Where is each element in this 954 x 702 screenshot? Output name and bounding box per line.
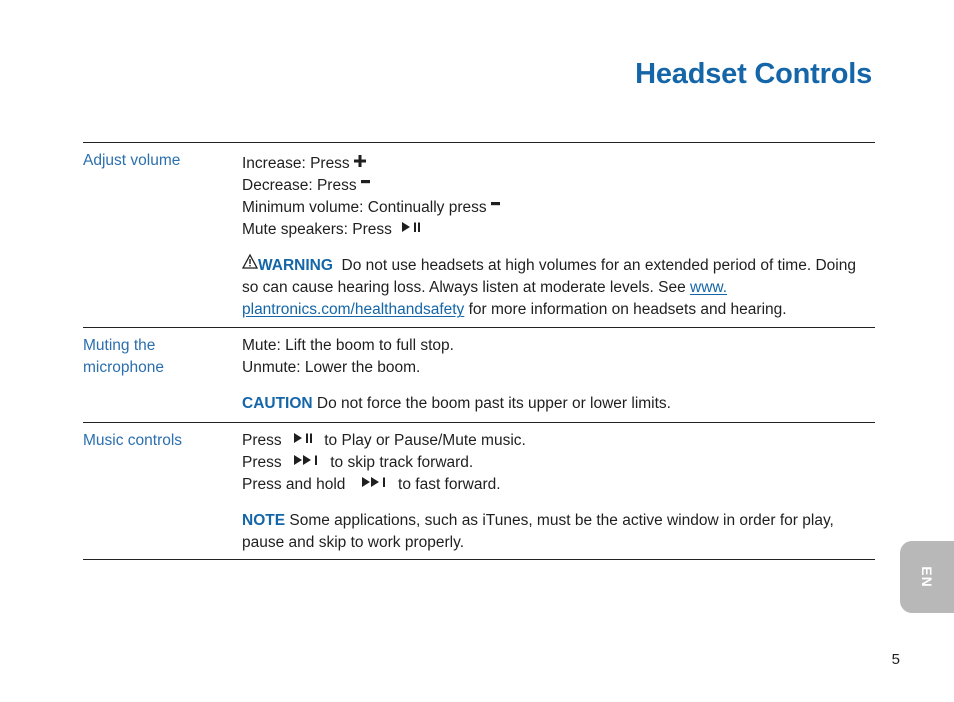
note-paragraph xyxy=(242,510,862,554)
music-skip-line xyxy=(242,452,862,474)
increase-text: : Press xyxy=(301,155,350,173)
decrease-line xyxy=(242,175,862,197)
decrease-term: Decrease xyxy=(242,177,309,195)
language-tab xyxy=(900,541,954,613)
row-muting-microphone xyxy=(83,327,875,422)
mute-term: Mute xyxy=(242,337,277,354)
mute-speakers-line xyxy=(242,219,862,241)
increase-term: Increase xyxy=(242,155,302,173)
music-line-1-post: to Play or Pause/Mute music. xyxy=(324,432,526,450)
note-text: Some applications, such as iTunes, must be the active window in order for play, pause and skip to work properly. xyxy=(242,512,834,552)
plus-icon xyxy=(354,152,366,174)
skip-forward-icon xyxy=(362,473,388,495)
play-pause-icon xyxy=(402,218,422,240)
caution-text: Do not force the boom past its upper or lower limits. xyxy=(316,395,671,412)
row-music-controls xyxy=(83,422,875,559)
music-line-2-pre: Press xyxy=(242,454,282,472)
page-number: 5 xyxy=(891,651,900,668)
decrease-text: : Press xyxy=(308,177,357,195)
row-label-music-controls: Music controls xyxy=(83,432,183,449)
health-safety-link-part-1[interactable]: www. xyxy=(690,279,728,297)
warning-paragraph xyxy=(242,255,862,321)
music-line-3-post: to fast forward. xyxy=(398,476,501,494)
minimum-volume-term: Minimum volume xyxy=(242,199,360,217)
increase-line xyxy=(242,153,862,175)
skip-forward-icon xyxy=(294,451,320,473)
row-label-muting-line-1: Muting the xyxy=(83,337,156,354)
note-label: NOTE xyxy=(242,512,286,530)
play-pause-icon xyxy=(294,429,314,451)
row-adjust-volume xyxy=(83,143,875,327)
language-tab-label: EN xyxy=(919,566,935,588)
minus-icon xyxy=(361,174,370,196)
warning-label: WARNING xyxy=(258,257,333,275)
minimum-volume-line xyxy=(242,197,862,219)
music-line-1-pre: Press xyxy=(242,432,282,450)
music-line-2-post: to skip track forward. xyxy=(330,454,474,472)
row-label-adjust-volume: Adjust volume xyxy=(83,152,181,169)
row-label-muting-microphone xyxy=(83,335,223,379)
mute-line xyxy=(242,335,862,357)
caution-line xyxy=(242,393,862,415)
row-body-music-controls xyxy=(242,423,862,554)
caution-label: CAUTION xyxy=(242,395,313,412)
warning-text-end: for more information on headsets and hearing. xyxy=(468,301,787,319)
music-play-pause-line xyxy=(242,430,862,452)
page-title: Headset Controls xyxy=(635,58,872,90)
minimum-volume-text: : Continually press xyxy=(359,199,487,217)
music-fast-forward-line xyxy=(242,474,862,496)
music-line-3-pre: Press and hold xyxy=(242,476,346,494)
row-label-muting-line-2: microphone xyxy=(83,359,164,376)
mute-text: : Lift the boom to full stop. xyxy=(276,337,454,354)
controls-table xyxy=(83,142,875,560)
warning-text: Do not use headsets at high volumes for an extended period of time. Doing so can cause hearing loss. Always listen at moderate levels. See xyxy=(242,257,856,297)
unmute-line xyxy=(242,357,862,379)
unmute-term: Unmute xyxy=(242,359,297,376)
unmute-text: : Lower the boom. xyxy=(296,359,421,376)
mute-speakers-text: : Press xyxy=(343,221,392,239)
mute-speakers-term: Mute speakers xyxy=(242,221,344,239)
row-body-adjust-volume xyxy=(242,143,862,321)
minus-icon xyxy=(491,196,500,218)
health-safety-link-part-2[interactable]: plantronics.com/healthandsafety xyxy=(242,301,465,319)
warning-triangle-icon xyxy=(242,254,258,276)
row-body-muting-microphone xyxy=(242,328,862,415)
